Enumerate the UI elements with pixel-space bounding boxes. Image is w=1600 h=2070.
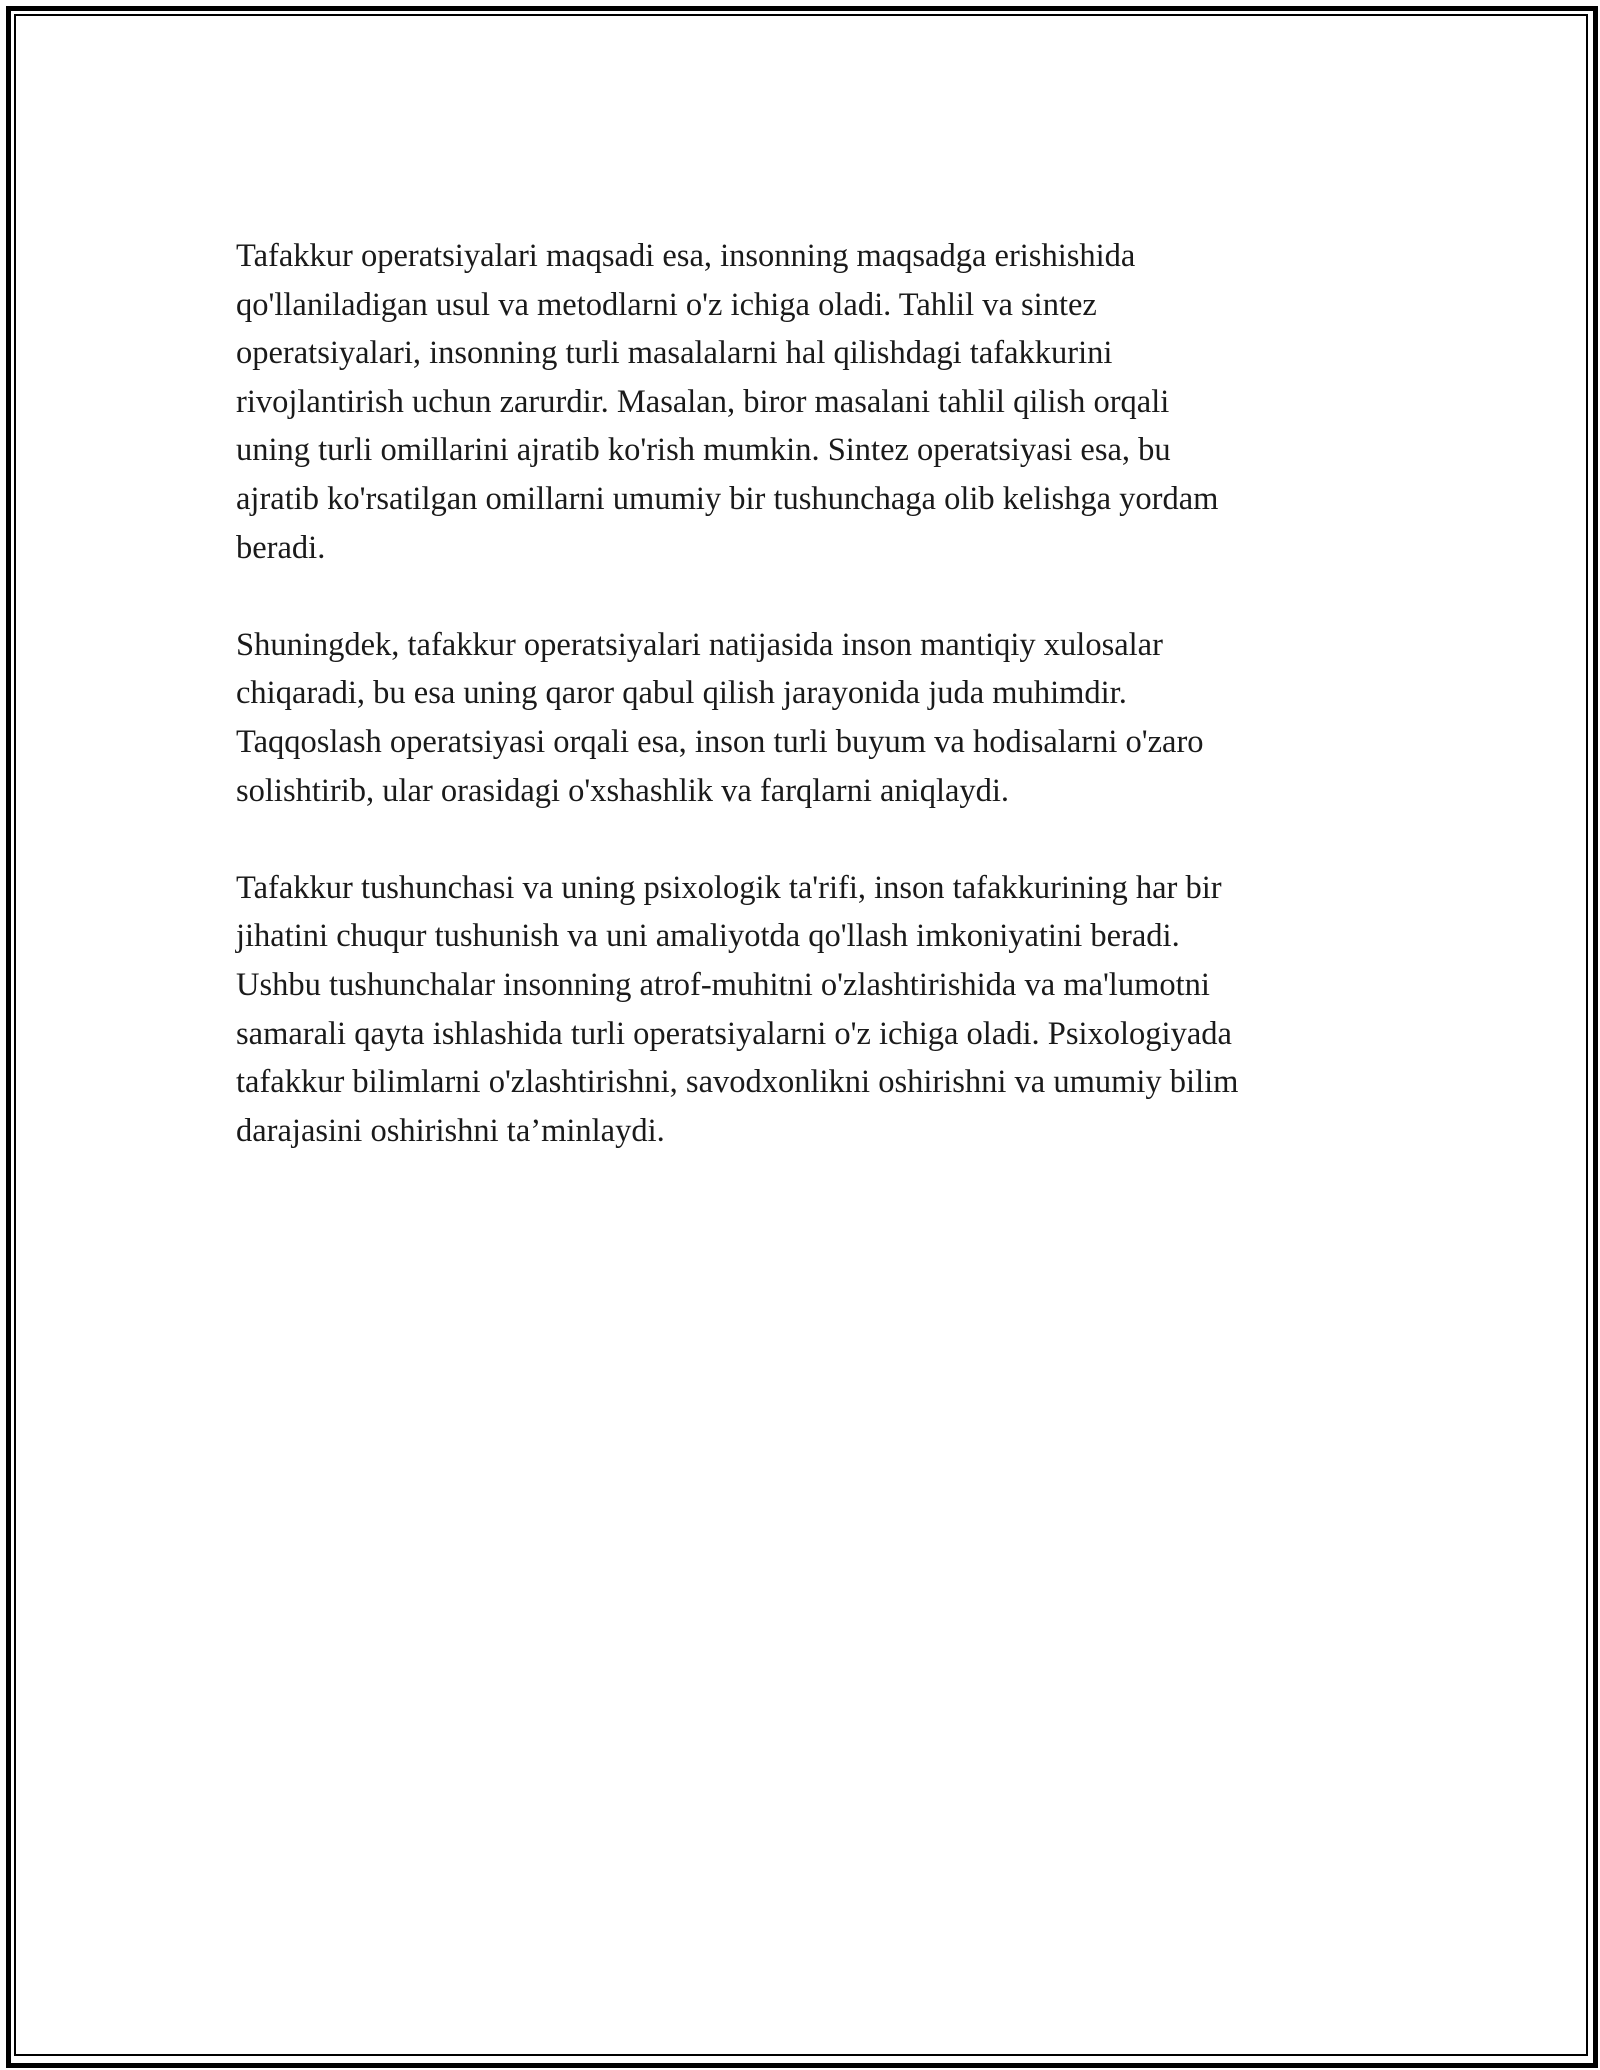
text-line: chiqaradi, bu esa uning qaror qabul qilish jarayonida juda muhimdir.: [236, 675, 1127, 712]
text-line: ajratib ko'rsatilgan omillarni umumiy bir tushunchaga olib kelishga yordam: [236, 480, 1219, 517]
text-line: rivojlantirish uchun zarurdir. Masalan, biror masalani tahlil qilish orqali: [236, 383, 1170, 420]
text-line: solishtirib, ular orasidagi o'xshashlik va farqlarni aniqlaydi.: [236, 772, 1010, 809]
text-line: Shuningdek, tafakkur operatsiyalari natijasida inson mantiqiy xulosalar: [236, 626, 1163, 663]
text-line: uning turli omillarini ajratib ko'rish mumkin. Sintez operatsiyasi esa, bu: [236, 432, 1171, 469]
text-line: Taqqoslash operatsiyasi orqali esa, inson turli buyum va hodisalarni o'zaro: [236, 723, 1204, 760]
text-line: Tafakkur operatsiyalari maqsadi esa, insonning maqsadga erishishida: [236, 238, 1136, 274]
text-line: darajasini oshirishni ta’minlaydi.: [236, 1112, 665, 1149]
text-line: jihatini chuqur tushunish va uni amaliyotda qo'llash imkoniyatini beradi.: [236, 918, 1180, 955]
paragraph-1: [236, 232, 1386, 572]
text-line: tafakkur bilimlarni o'zlashtirishni, savodxonlikni oshirishni va umumiy bilim: [236, 1064, 1239, 1101]
text-line: Ushbu tushunchalar insonning atrof-muhitni o'zlashtirishida va ma'lumotni: [236, 966, 1210, 1003]
paragraph-3: [236, 864, 1386, 1156]
document-body: [236, 232, 1386, 1204]
text-line: samarali qayta ishlashida turli operatsiyalarni o'z ichiga oladi. Psixologiyada: [236, 1015, 1232, 1052]
paragraph-2: [236, 621, 1386, 815]
text-line: operatsiyalari, insonning turli masalalarni hal qilishdagi tafakkurini: [236, 335, 1113, 372]
text-line: beradi.: [236, 529, 326, 566]
text-line: qo'llaniladigan usul va metodlarni o'z ichiga oladi. Tahlil va sintez: [236, 286, 1097, 323]
text-line: Tafakkur tushunchasi va uning psixologik ta'rifi, inson tafakkurining har bir: [236, 869, 1222, 906]
